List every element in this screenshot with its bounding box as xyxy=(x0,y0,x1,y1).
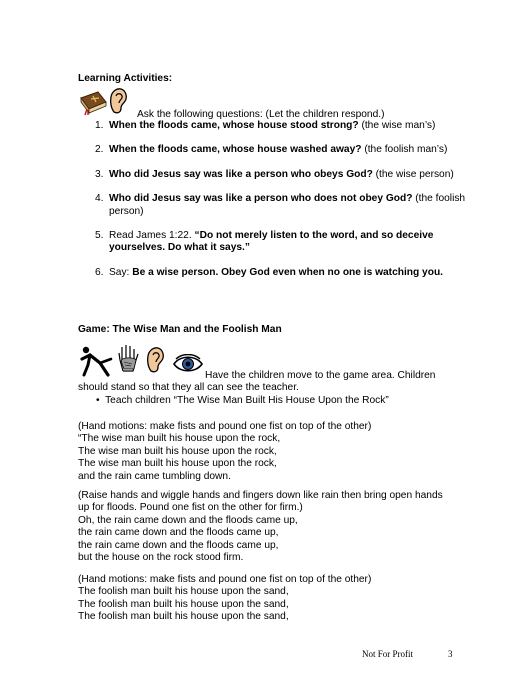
list-number: 6. xyxy=(95,266,104,278)
song-line: the rain came down and the floods came up, xyxy=(78,539,279,551)
game-intro: Have the children move to the game area. Children should stand so that they all can see the teacher. xyxy=(78,370,436,394)
list-item xyxy=(78,120,468,132)
song-line: The wise man built his house upon the rock, xyxy=(78,458,277,470)
song-line: (Hand motions: make fists and pound one fist on top of the other) xyxy=(78,574,372,585)
answer-text: (the foolish man’s) xyxy=(361,144,448,156)
song-line: but the house on the rock stood firm. xyxy=(78,552,244,564)
song-line: (Raise hands and wiggle hands and fingers down like rain then bring open hands xyxy=(78,490,443,501)
list-number: 1. xyxy=(95,120,104,131)
question-text: Who did Jesus say was like a person who obeys God? xyxy=(109,168,373,180)
question-text: When the floods came, whose house stood strong? xyxy=(109,120,359,131)
song-line: (Hand motions: make fists and pound one fist on top of the other) xyxy=(78,421,372,432)
song-line: the rain came down and the floods came up, xyxy=(78,527,279,539)
song-line: The foolish man built his house upon the sand, xyxy=(78,611,289,623)
game-bullet xyxy=(96,395,389,407)
page-number: 3 xyxy=(448,649,453,659)
list-number: 5. xyxy=(95,230,104,242)
song-line: The foolish man built his house upon the sand, xyxy=(78,586,289,598)
ear-icon xyxy=(108,86,128,116)
song-line: Oh, the rain came down and the floods came up, xyxy=(78,514,298,526)
list-item xyxy=(78,193,468,218)
answer-text: (the wise person) xyxy=(372,168,454,180)
question-text: When the floods came, whose house washed away? xyxy=(109,144,362,156)
hand-icon xyxy=(116,343,140,373)
learning-activities-heading: Learning Activities: xyxy=(78,73,173,84)
song-verse-wise xyxy=(78,421,478,483)
list-number: 3. xyxy=(95,168,104,180)
game-intro-line1 xyxy=(78,370,458,395)
song-chorus xyxy=(78,490,478,564)
scripture-quote: “Do not merely listen to the word, and so deceive yourselves. Do what it says.” xyxy=(109,230,434,254)
list-item xyxy=(78,267,468,279)
item-prefix: Read James 1:22. xyxy=(109,230,195,242)
song-line: and the rain came tumbling down. xyxy=(78,470,231,482)
question-text: Who did Jesus say was like a person who does not obey God? xyxy=(109,193,413,205)
takeaway-text: Be a wise person. Obey God even when no one is watching you. xyxy=(132,266,444,278)
bullet-text: Teach children “The Wise Man Built His House Upon the Rock” xyxy=(105,395,389,406)
bible-icon xyxy=(78,88,108,116)
song-line: “The wise man built his house upon the rock, xyxy=(78,433,281,445)
list-number: 2. xyxy=(95,144,104,156)
item-prefix: Say: xyxy=(109,266,133,278)
bullet-icon: • xyxy=(96,395,100,406)
song-verse-foolish xyxy=(78,574,478,624)
game-heading: Game: The Wise Man and the Foolish Man xyxy=(78,324,282,335)
song-line: The wise man built his house upon the rock, xyxy=(78,445,277,457)
footer-text: Not For Profit xyxy=(362,649,414,659)
list-item xyxy=(78,169,468,181)
answer-text: (the wise man’s) xyxy=(358,120,436,131)
song-line: up for floods. Pound one fist on the other for firm.) xyxy=(78,502,303,514)
answer-text: (the foolish person) xyxy=(109,193,466,217)
learning-intro: Ask the following questions: (Let the children respond.) xyxy=(137,109,385,120)
question-list xyxy=(78,120,468,291)
list-item xyxy=(78,230,468,255)
list-item xyxy=(78,144,468,156)
song-line: The foolish man built his house upon the sand, xyxy=(78,598,289,610)
list-number: 4. xyxy=(95,193,104,205)
